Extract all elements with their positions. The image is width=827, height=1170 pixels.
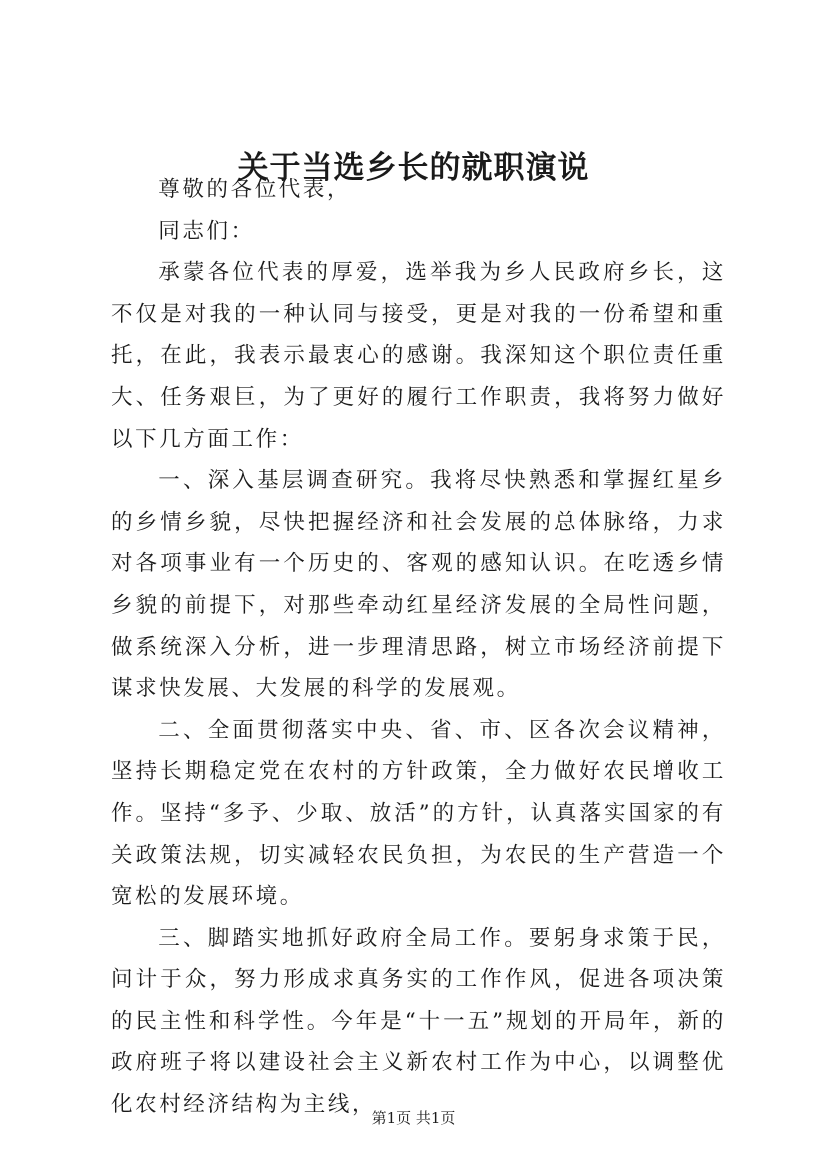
body-paragraph: 三、脚踏实地抓好政府全局工作。要躬身求策于民，问计于众，努力形成求真务实的工作作风，促进各项决策的民主性和科学性。今年是“十一五”规划的开局年，新的政府班子将以建设社会主义新农村工作为中心，以调整优化农村经济结构为主线， xyxy=(111,925,726,1118)
body-paragraph: 承蒙各位代表的厚爱，选举我为乡人民政府乡长，这不仅是对我的一种认同与接受，更是对我的一份希望和重托，在此，我表示最衷心的感谢。我深知这个职位责任重大、任务艰巨，为了更好的履行工作职责，我将努力做好以下几方面工作： xyxy=(111,260,726,452)
page-footer: 第1页 共1页 xyxy=(371,1109,456,1127)
salutation-line: 尊敬的各位代表， xyxy=(158,177,352,202)
body-paragraph: 一、深入基层调查研究。我将尽快熟悉和掌握红星乡的乡情乡貌，尽快把握经济和社会发展的总体脉络，力求对各项事业有一个历史的、客观的感知认识。在吃透乡情乡貌的前提下，对那些牵动红星经济发展的全局性问题，做系统深入分析，进一步理清思路，树立市场经济前提下谋求快发展、大发展的科学的发展观。 xyxy=(111,468,726,702)
document-body xyxy=(111,169,726,1126)
document-title: 关于当选乡长的就职演说 xyxy=(237,150,590,186)
salutation-line: 同志们： xyxy=(158,218,255,244)
body-paragraph: 二、全面贯彻落实中央、省、市、区各次会议精神，坚持长期稳定党在农村的方针政策，全力做好农民增收工作。坚持“多予、少取、放活”的方针，认真落实国家的有关政策法规，切实减轻农民负担，为农民的生产营造一个宽松的发展环境。 xyxy=(111,717,726,910)
